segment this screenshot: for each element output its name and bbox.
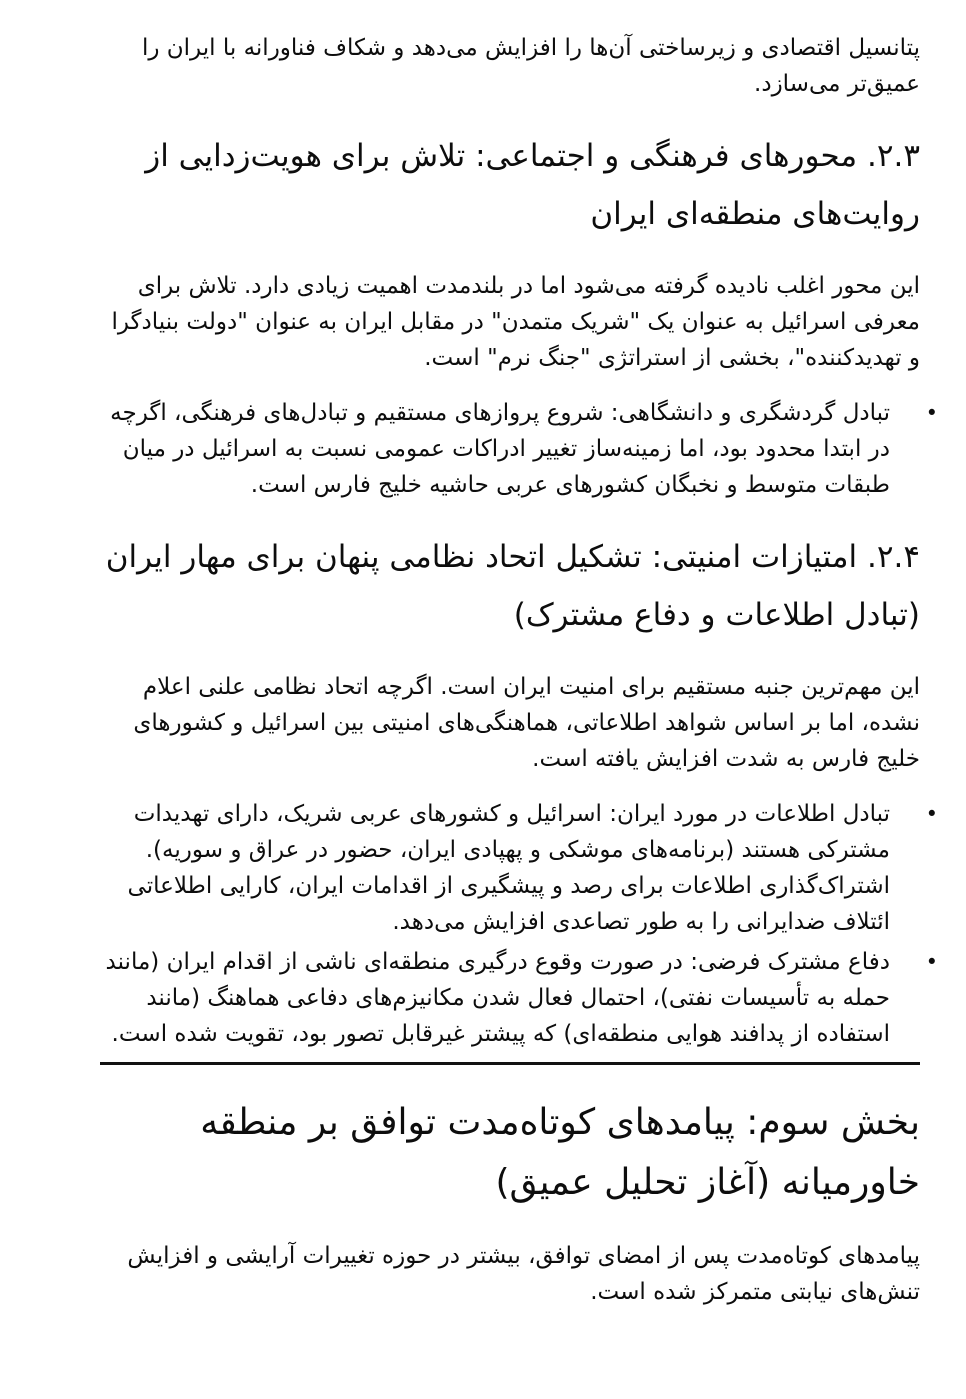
list-item: • تبادل اطلاعات در مورد ایران: اسرائیل و کشورهای عربی شریک، دارای تهدیدات مشترکی هستند (برنامه‌های موشکی و پهپادی ایران، حضور در عراق و سوریه). اشتراک‌گذاری اطلاعات برای رصد و پیشگیری از اقدامات ایران، کارایی اطلاعاتی ائتلاف ضدایرانی را به طور تصاعدی افزایش می‌دهد. xyxy=(100,796,920,940)
section-3-heading: بخش سوم: پیامدهای کوتاه‌مدت توافق بر منطقه خاورمیانه (آغاز تحلیل عمیق) xyxy=(200,1102,920,1203)
section-2-4-heading: ۲.۴. امتیازات امنیتی: تشکیل اتحاد نظامی پنهان برای مهار ایران (تبادل اطلاعات و دفاع مشترک) xyxy=(105,539,920,633)
section-2-4-bullet-list xyxy=(100,796,920,1052)
list-item: • دفاع مشترک فرضی: در صورت وقوع درگیری منطقه‌ای ناشی از اقدام ایران (مانند حمله به تأسیسات نفتی)، احتمال فعال شدن مکانیزم‌های دفاعی هماهنگ (مانند استفاده از پدافند هوایی منطقه‌ای) که پیشتر غیرقابل تصور بود، تقویت شده است. xyxy=(100,944,920,1052)
section-divider xyxy=(100,1062,920,1065)
section-2-3-heading: ۲.۳. محورهای فرهنگی و اجتماعی: تلاش برای هویت‌زدایی از روایت‌های منطقه‌ای ایران xyxy=(145,138,920,232)
section-2-4-paragraph: این مهم‌ترین جنبه مستقیم برای امنیت ایران است. اگرچه اتحاد نظامی علنی اعلام نشده، اما بر اساس شواهد اطلاعاتی، هماهنگی‌های امنیتی بین اسرائیل و کشورهای خلیج فارس به شدت افزایش یافته است. xyxy=(133,674,920,772)
section-3-paragraph: پیامدهای کوتاه‌مدت پس از امضای توافق، بیشتر در حوزه تغییرات آرایشی و افزایش تنش‌های نیابتی متمرکز شده است. xyxy=(127,1243,920,1305)
continuation-paragraph: پتانسیل اقتصادی و زیرساختی آن‌ها را افزایش می‌دهد و شکاف فناورانه با ایران را عمیق‌تر می‌سازد. xyxy=(141,35,920,97)
section-2-3-paragraph: این محور اغلب نادیده گرفته می‌شود اما در بلندمدت اهمیت زیادی دارد. تلاش برای معرفی اسرائیل به عنوان یک "شریک متمدن" در مقابل ایران به عنوان "دولت بنیادگرا و تهدیدکننده"، بخشی از استراتژی "جنگ نرم" است. xyxy=(111,273,920,371)
list-item: • تبادل گردشگری و دانشگاهی: شروع پروازهای مستقیم و تبادل‌های فرهنگی، اگرچه در ابتدا محدود بود، اما زمینه‌ساز تغییر ادراکات عمومی نسبت به اسرائیل در میان طبقات متوسط و نخبگان کشورهای عربی حاشیه خلیج فارس است. xyxy=(100,395,920,503)
section-2-3-bullet-list xyxy=(100,395,920,503)
